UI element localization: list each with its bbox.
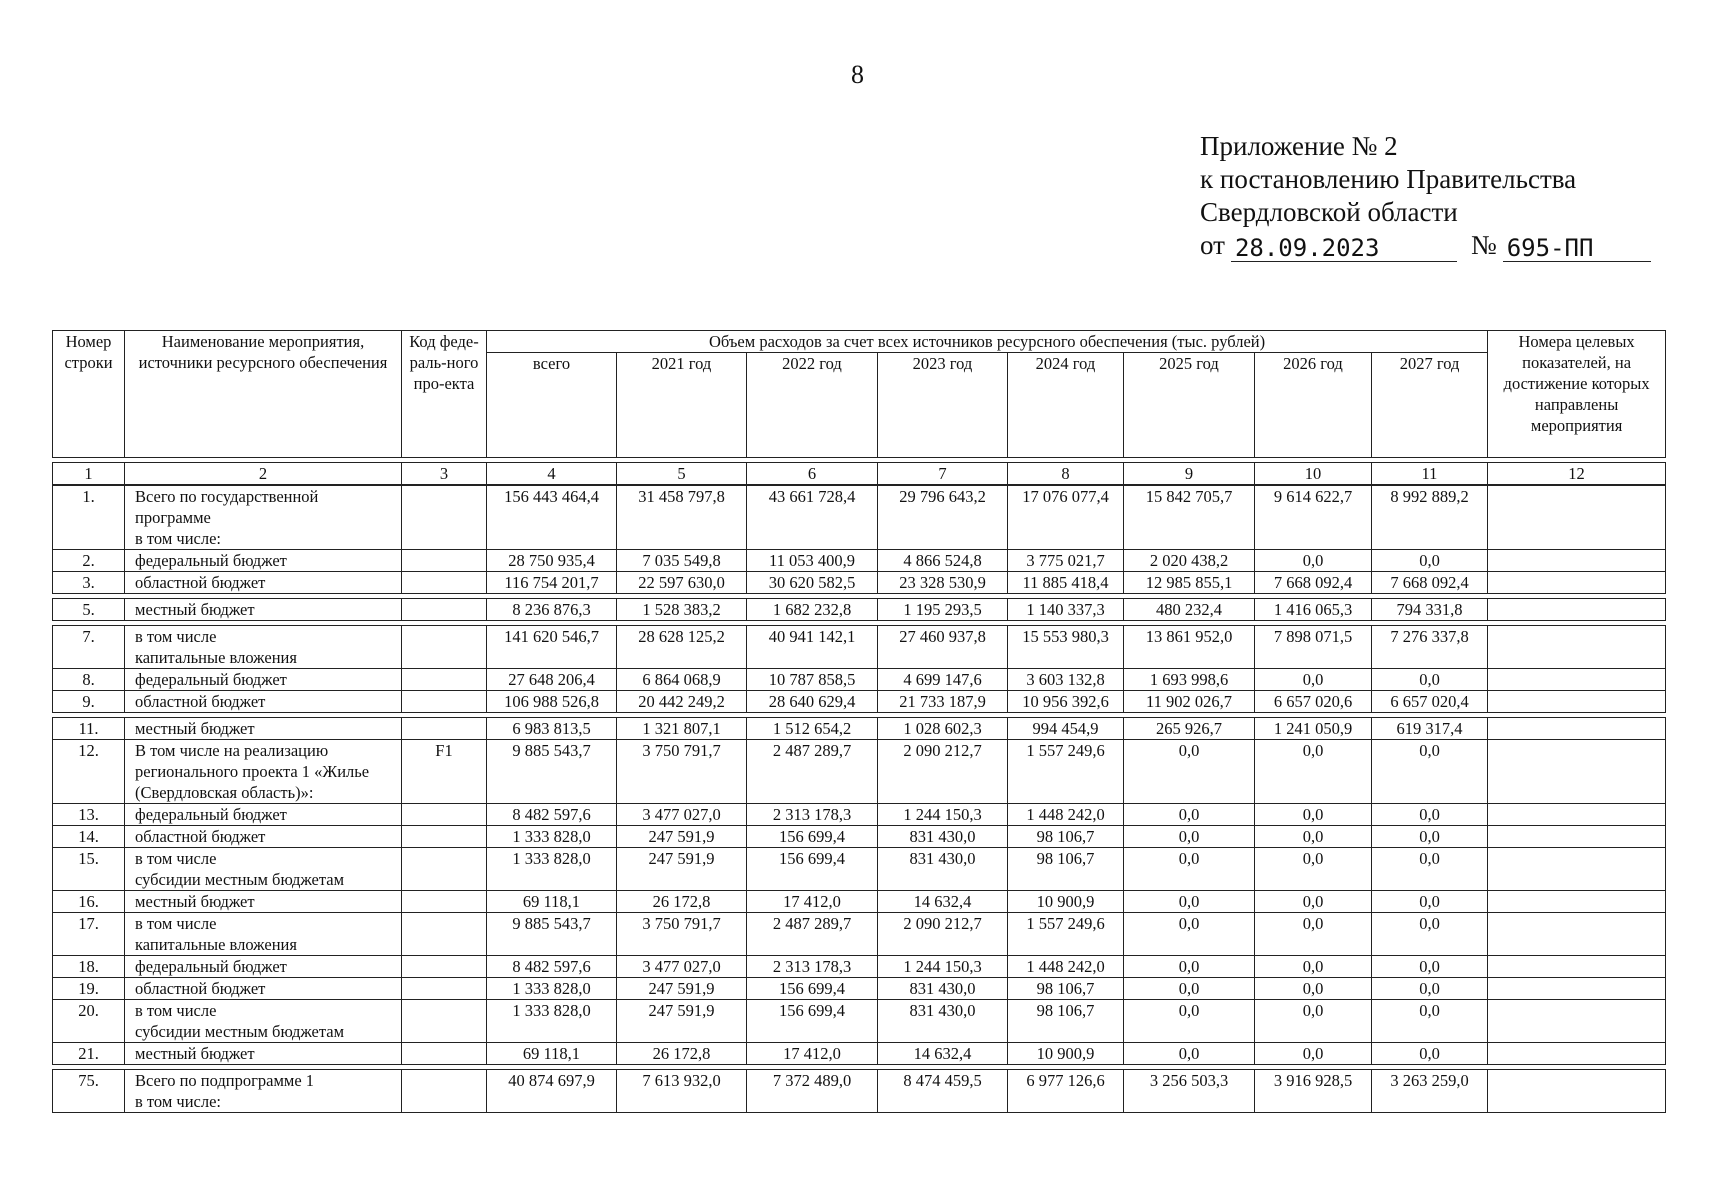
value-cell: 0,0 [1124,913,1255,956]
project-code [402,891,487,913]
value-cell: 0,0 [1255,804,1372,826]
value-cell: 0,0 [1255,913,1372,956]
project-code [402,572,487,594]
header-2023: 2023 год [878,353,1008,458]
value-cell: 43 661 728,4 [747,486,878,550]
table-row [53,826,1666,848]
value-cell: 0,0 [1255,848,1372,891]
header-2027: 2027 год [1372,353,1488,458]
value-cell: 9 885 543,7 [487,913,617,956]
value-cell: 26 172,8 [617,891,747,913]
header-2022: 2022 год [747,353,878,458]
column-numbers-row [53,463,1666,485]
value-cell: 156 443 464,4 [487,486,617,550]
value-cell: 10 787 858,5 [747,669,878,691]
value-cell: 831 430,0 [878,848,1008,891]
value-cell: 2 090 212,7 [878,913,1008,956]
row-name: федеральный бюджет [125,669,402,691]
value-cell: 7 276 337,8 [1372,626,1488,669]
table-row [53,740,1666,804]
target-numbers [1488,626,1666,669]
header-2026: 2026 год [1255,353,1372,458]
value-cell: 98 106,7 [1008,826,1124,848]
value-cell: 1 333 828,0 [487,848,617,891]
value-cell: 6 657 020,6 [1255,691,1372,713]
target-numbers [1488,956,1666,978]
column-number: 4 [487,463,617,485]
value-cell: 30 620 582,5 [747,572,878,594]
header-total: всего [487,353,617,458]
value-cell: 0,0 [1372,978,1488,1000]
value-cell: 6 983 813,5 [487,718,617,740]
value-cell: 3 263 259,0 [1372,1070,1488,1113]
value-cell: 10 956 392,6 [1008,691,1124,713]
table-row [53,486,1666,550]
table-block [52,598,1666,621]
project-code [402,1070,487,1113]
value-cell: 0,0 [1372,550,1488,572]
value-cell: 994 454,9 [1008,718,1124,740]
value-cell: 794 331,8 [1372,599,1488,621]
row-number: 14. [53,826,125,848]
value-cell: 0,0 [1255,550,1372,572]
table-row [53,848,1666,891]
column-number: 2 [125,463,402,485]
value-cell: 0,0 [1372,826,1488,848]
header-2021: 2021 год [617,353,747,458]
value-cell: 1 244 150,3 [878,804,1008,826]
value-cell: 3 477 027,0 [617,956,747,978]
value-cell: 9 614 622,7 [1255,486,1372,550]
value-cell: 106 988 526,8 [487,691,617,713]
value-cell: 8 482 597,6 [487,956,617,978]
value-cell: 28 640 629,4 [747,691,878,713]
value-cell: 480 232,4 [1124,599,1255,621]
value-cell: 0,0 [1372,740,1488,804]
appendix-header [1200,130,1651,262]
value-cell: 831 430,0 [878,978,1008,1000]
value-cell: 1 333 828,0 [487,1000,617,1043]
value-cell: 12 985 855,1 [1124,572,1255,594]
value-cell: 98 106,7 [1008,978,1124,1000]
value-cell: 1 244 150,3 [878,956,1008,978]
row-number: 16. [53,891,125,913]
number-label: № [1470,230,1497,260]
value-cell: 11 053 400,9 [747,550,878,572]
value-cell: 0,0 [1255,1043,1372,1065]
value-cell: 0,0 [1255,826,1372,848]
value-cell: 0,0 [1255,891,1372,913]
table-row [53,550,1666,572]
project-code [402,978,487,1000]
column-number: 10 [1255,463,1372,485]
value-cell: 13 861 952,0 [1124,626,1255,669]
value-cell: 2 487 289,7 [747,740,878,804]
value-cell: 1 241 050,9 [1255,718,1372,740]
target-numbers [1488,718,1666,740]
project-code [402,691,487,713]
value-cell: 0,0 [1372,1043,1488,1065]
project-code [402,626,487,669]
row-number: 11. [53,718,125,740]
value-cell: 0,0 [1124,740,1255,804]
value-cell: 2 487 289,7 [747,913,878,956]
value-cell: 2 090 212,7 [878,740,1008,804]
target-numbers [1488,848,1666,891]
table-row [53,669,1666,691]
target-numbers [1488,891,1666,913]
table-row [53,804,1666,826]
row-name: областной бюджет [125,572,402,594]
table-row [53,956,1666,978]
value-cell: 1 682 232,8 [747,599,878,621]
column-number: 6 [747,463,878,485]
value-cell: 0,0 [1124,826,1255,848]
value-cell: 26 172,8 [617,1043,747,1065]
column-number: 3 [402,463,487,485]
project-code [402,599,487,621]
value-cell: 0,0 [1124,956,1255,978]
row-name: в том числе субсидии местным бюджетам [125,1000,402,1043]
column-number: 5 [617,463,747,485]
value-cell: 2 313 178,3 [747,956,878,978]
value-cell: 22 597 630,0 [617,572,747,594]
header-name: Наименование мероприятия, источники ресурсного обеспечения [125,331,402,458]
appendix-decree: к постановлению Правительства [1200,164,1577,194]
table-block [52,1069,1666,1113]
value-cell: 247 591,9 [617,826,747,848]
row-number: 21. [53,1043,125,1065]
value-cell: 29 796 643,2 [878,486,1008,550]
value-cell: 1 321 807,1 [617,718,747,740]
value-cell: 0,0 [1372,913,1488,956]
value-cell: 156 699,4 [747,826,878,848]
target-numbers [1488,826,1666,848]
value-cell: 3 916 928,5 [1255,1070,1372,1113]
table-row [53,891,1666,913]
header-2025: 2025 год [1124,353,1255,458]
value-cell: 7 898 071,5 [1255,626,1372,669]
project-code [402,804,487,826]
target-numbers [1488,691,1666,713]
row-name: Всего по государственной программе в том числе: [125,486,402,550]
value-cell: 1 416 065,3 [1255,599,1372,621]
value-cell: 0,0 [1124,978,1255,1000]
value-cell: 40 941 142,1 [747,626,878,669]
row-number: 1. [53,486,125,550]
value-cell: 0,0 [1372,848,1488,891]
header-table [52,330,1666,458]
target-numbers [1488,740,1666,804]
value-cell: 7 035 549,8 [617,550,747,572]
project-code [402,1043,487,1065]
value-cell: 6 977 126,6 [1008,1070,1124,1113]
row-number: 3. [53,572,125,594]
value-cell: 14 632,4 [878,1043,1008,1065]
value-cell: 1 333 828,0 [487,978,617,1000]
row-name: областной бюджет [125,691,402,713]
project-code: F1 [402,740,487,804]
value-cell: 156 699,4 [747,978,878,1000]
appendix-region: Свердловской области [1200,197,1458,227]
row-name: Всего по подпрограмме 1 в том числе: [125,1070,402,1113]
value-cell: 0,0 [1255,978,1372,1000]
value-cell: 1 512 654,2 [747,718,878,740]
value-cell: 0,0 [1255,669,1372,691]
target-numbers [1488,669,1666,691]
header-targets: Номера целевых показателей, на достижение которых направлены мероприятия [1488,331,1666,458]
value-cell: 141 620 546,7 [487,626,617,669]
value-cell: 8 236 876,3 [487,599,617,621]
value-cell: 0,0 [1372,956,1488,978]
value-cell: 11 885 418,4 [1008,572,1124,594]
value-cell: 8 474 459,5 [878,1070,1008,1113]
value-cell: 3 603 132,8 [1008,669,1124,691]
header-2024: 2024 год [1008,353,1124,458]
target-numbers [1488,1000,1666,1043]
row-name: областной бюджет [125,978,402,1000]
value-cell: 3 750 791,7 [617,913,747,956]
value-cell: 8 992 889,2 [1372,486,1488,550]
decree-date: 28.09.2023 [1231,235,1457,262]
value-cell: 3 775 021,7 [1008,550,1124,572]
row-name: областной бюджет [125,826,402,848]
decree-date-number [1200,229,1651,262]
value-cell: 3 750 791,7 [617,740,747,804]
value-cell: 7 668 092,4 [1372,572,1488,594]
table-row [53,572,1666,594]
target-numbers [1488,804,1666,826]
target-numbers [1488,550,1666,572]
value-cell: 247 591,9 [617,1000,747,1043]
value-cell: 3 256 503,3 [1124,1070,1255,1113]
value-cell: 15 842 705,7 [1124,486,1255,550]
project-code [402,1000,487,1043]
value-cell: 0,0 [1124,848,1255,891]
project-code [402,913,487,956]
value-cell: 247 591,9 [617,978,747,1000]
value-cell: 11 902 026,7 [1124,691,1255,713]
value-cell: 0,0 [1372,891,1488,913]
value-cell: 1 448 242,0 [1008,804,1124,826]
project-code [402,718,487,740]
table-row [53,1043,1666,1065]
value-cell: 6 657 020,4 [1372,691,1488,713]
value-cell: 21 733 187,9 [878,691,1008,713]
value-cell: 156 699,4 [747,1000,878,1043]
value-cell: 14 632,4 [878,891,1008,913]
row-number: 19. [53,978,125,1000]
value-cell: 0,0 [1255,956,1372,978]
project-code [402,550,487,572]
table-row [53,1070,1666,1113]
appendix-title: Приложение № 2 [1200,131,1398,161]
row-number: 12. [53,740,125,804]
target-numbers [1488,978,1666,1000]
value-cell: 4 699 147,6 [878,669,1008,691]
row-name: федеральный бюджет [125,956,402,978]
value-cell: 20 442 249,2 [617,691,747,713]
value-cell: 10 900,9 [1008,891,1124,913]
header-row-no: Номер строки [53,331,125,458]
value-cell: 1 693 998,6 [1124,669,1255,691]
value-cell: 1 448 242,0 [1008,956,1124,978]
value-cell: 27 648 206,4 [487,669,617,691]
table-block [52,717,1666,1065]
value-cell: 116 754 201,7 [487,572,617,594]
value-cell: 17 076 077,4 [1008,486,1124,550]
value-cell: 7 613 932,0 [617,1070,747,1113]
row-name: федеральный бюджет [125,550,402,572]
column-number: 12 [1488,463,1666,485]
value-cell: 0,0 [1372,804,1488,826]
value-cell: 17 412,0 [747,1043,878,1065]
value-cell: 9 885 543,7 [487,740,617,804]
row-name: федеральный бюджет [125,804,402,826]
table-row [53,1000,1666,1043]
target-numbers [1488,913,1666,956]
value-cell: 0,0 [1255,740,1372,804]
value-cell: 8 482 597,6 [487,804,617,826]
value-cell: 2 313 178,3 [747,804,878,826]
value-cell: 7 372 489,0 [747,1070,878,1113]
row-name: местный бюджет [125,718,402,740]
value-cell: 15 553 980,3 [1008,626,1124,669]
page-number: 8 [851,60,864,89]
table-block [52,485,1666,594]
row-name: в том числе капитальные вложения [125,626,402,669]
project-code [402,826,487,848]
target-numbers [1488,1043,1666,1065]
column-number: 11 [1372,463,1488,485]
row-number: 15. [53,848,125,891]
column-numbers-table [52,462,1666,485]
row-name: местный бюджет [125,891,402,913]
table-row [53,599,1666,621]
value-cell: 831 430,0 [878,1000,1008,1043]
value-cell: 98 106,7 [1008,1000,1124,1043]
column-number: 7 [878,463,1008,485]
value-cell: 619 317,4 [1372,718,1488,740]
row-number: 20. [53,1000,125,1043]
row-number: 18. [53,956,125,978]
column-number: 1 [53,463,125,485]
row-number: 9. [53,691,125,713]
value-cell: 1 528 383,2 [617,599,747,621]
value-cell: 4 866 524,8 [878,550,1008,572]
value-cell: 0,0 [1124,1000,1255,1043]
value-cell: 1 195 293,5 [878,599,1008,621]
value-cell: 23 328 530,9 [878,572,1008,594]
value-cell: 156 699,4 [747,848,878,891]
table-blocks [52,462,1665,1113]
row-number: 75. [53,1070,125,1113]
project-code [402,486,487,550]
value-cell: 31 458 797,8 [617,486,747,550]
value-cell: 265 926,7 [1124,718,1255,740]
target-numbers [1488,599,1666,621]
row-number: 7. [53,626,125,669]
value-cell: 6 864 068,9 [617,669,747,691]
from-label: от [1200,230,1225,260]
value-cell: 0,0 [1124,1043,1255,1065]
table-row [53,718,1666,740]
target-numbers [1488,1070,1666,1113]
value-cell: 0,0 [1255,1000,1372,1043]
value-cell: 40 874 697,9 [487,1070,617,1113]
table-row [53,978,1666,1000]
value-cell: 28 628 125,2 [617,626,747,669]
budget-tables [52,330,1665,1113]
decree-number: 695-ПП [1503,235,1651,262]
value-cell: 0,0 [1124,804,1255,826]
value-cell: 69 118,1 [487,1043,617,1065]
project-code [402,956,487,978]
table-block [52,625,1666,713]
value-cell: 7 668 092,4 [1255,572,1372,594]
row-name: в том числе субсидии местным бюджетам [125,848,402,891]
header-volume: Объем расходов за счет всех источников ресурсного обеспечения (тыс. рублей) [487,331,1488,353]
value-cell: 28 750 935,4 [487,550,617,572]
value-cell: 1 140 337,3 [1008,599,1124,621]
value-cell: 2 020 438,2 [1124,550,1255,572]
row-name: местный бюджет [125,599,402,621]
row-number: 2. [53,550,125,572]
value-cell: 247 591,9 [617,848,747,891]
row-name: В том числе на реализацию регионального проекта 1 «Жилье (Свердловская область)»: [125,740,402,804]
table-row [53,691,1666,713]
value-cell: 10 900,9 [1008,1043,1124,1065]
header-code: Код феде-раль-ного про-екта [402,331,487,458]
table-row [53,913,1666,956]
value-cell: 831 430,0 [878,826,1008,848]
row-name: местный бюджет [125,1043,402,1065]
value-cell: 1 028 602,3 [878,718,1008,740]
column-number: 9 [1124,463,1255,485]
value-cell: 1 557 249,6 [1008,913,1124,956]
row-number: 5. [53,599,125,621]
value-cell: 0,0 [1124,891,1255,913]
project-code [402,848,487,891]
value-cell: 1 557 249,6 [1008,740,1124,804]
value-cell: 3 477 027,0 [617,804,747,826]
project-code [402,669,487,691]
value-cell: 0,0 [1372,1000,1488,1043]
value-cell: 27 460 937,8 [878,626,1008,669]
row-number: 8. [53,669,125,691]
value-cell: 1 333 828,0 [487,826,617,848]
table-row [53,626,1666,669]
column-number: 8 [1008,463,1124,485]
value-cell: 0,0 [1372,669,1488,691]
row-name: в том числе капитальные вложения [125,913,402,956]
value-cell: 98 106,7 [1008,848,1124,891]
target-numbers [1488,486,1666,550]
value-cell: 69 118,1 [487,891,617,913]
value-cell: 17 412,0 [747,891,878,913]
row-number: 13. [53,804,125,826]
target-numbers [1488,572,1666,594]
row-number: 17. [53,913,125,956]
